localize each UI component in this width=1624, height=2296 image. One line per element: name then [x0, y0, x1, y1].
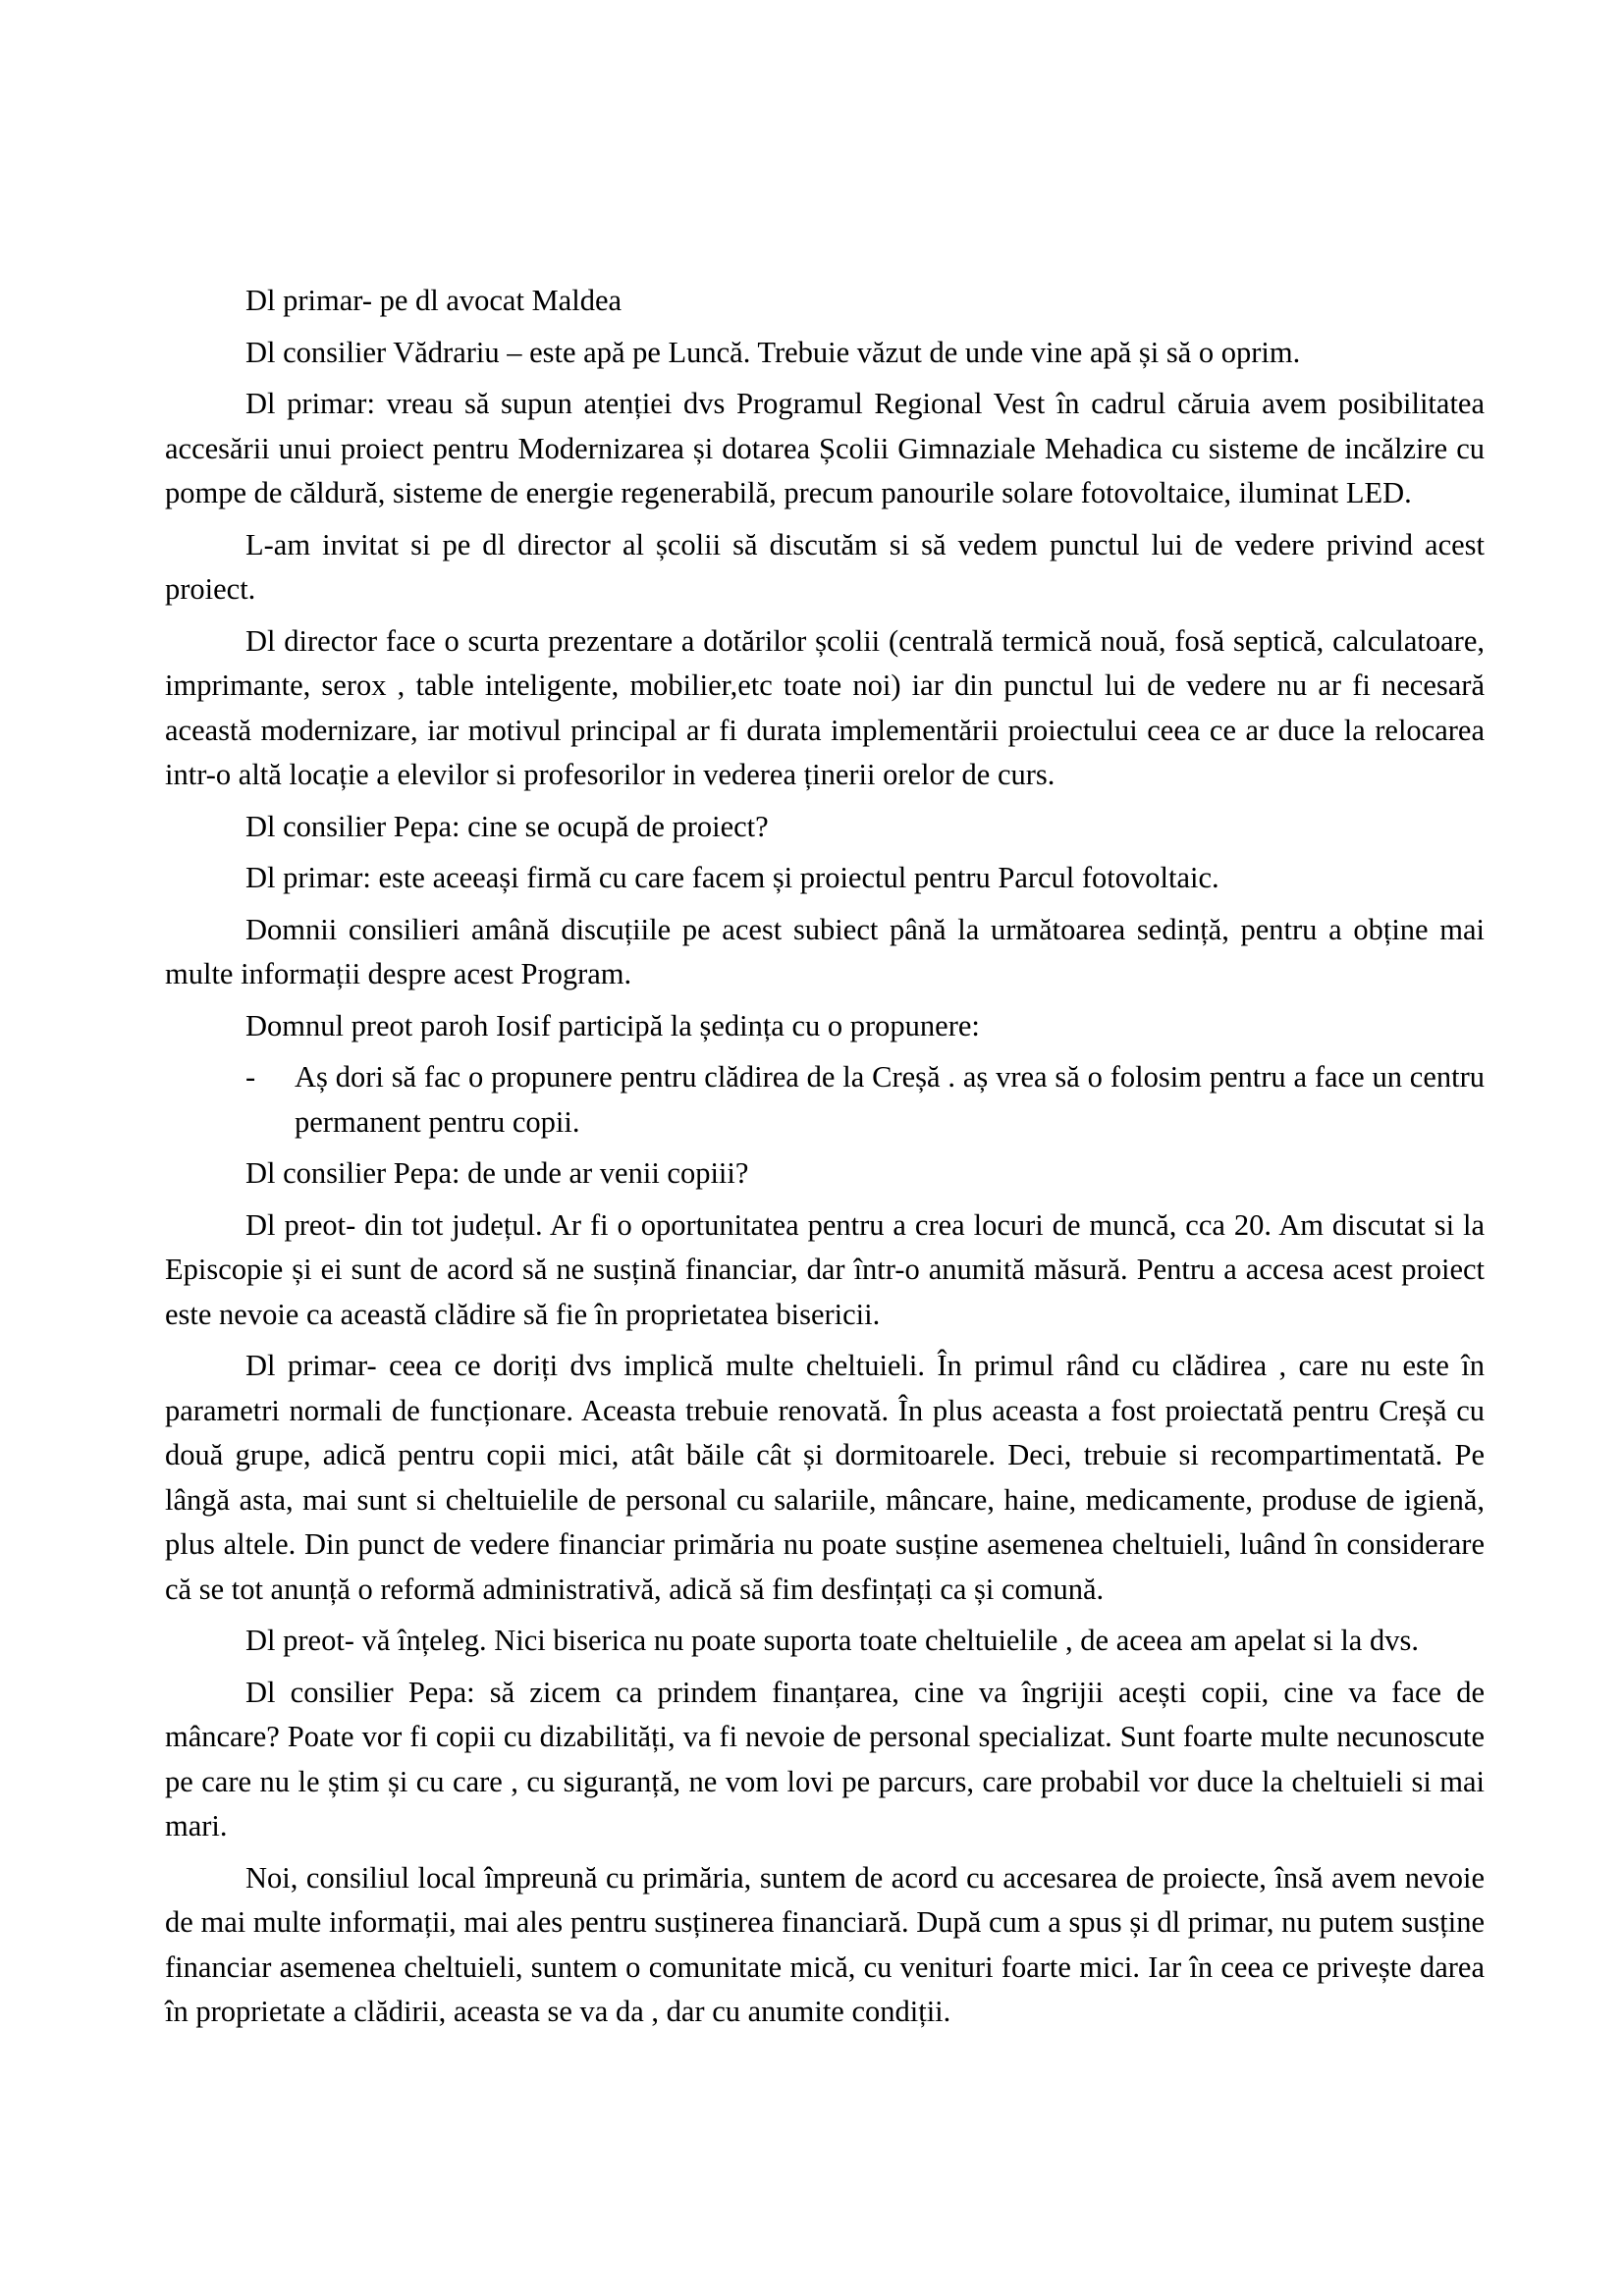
paragraph: Dl director face o scurta prezentare a dotărilor școlii (centrală termică nouă, fosă septică, calculatoare, imprimante, serox , table inteligente, mobilier,etc toate noi) iar din punctul lui de vedere nu ar fi necesară această modernizare, iar motivul principal ar fi durata implementării proiectului ceea ce ar duce la relocarea intr-o altă locație a elevilor si profesorilor in vederea ținerii orelor de curs.: [165, 623, 1485, 791]
paragraph: Dl primar: vreau să supun atenției dvs Programul Regional Vest în cadrul căruia avem posibilitatea accesării unui proiect pentru Modernizarea și dotarea Școlii Gimnaziale Mehadica cu sisteme de incălzire cu pompe de căldură, sisteme de energie regenerabilă, precum panourile solare fotovoltaice, iluminat LED.: [165, 387, 1485, 509]
paragraph: Dl consilier Vădrariu – este apă pe Luncă. Trebuie văzut de unde vine apă și să o oprim.: [245, 335, 1301, 369]
paragraph: Domnul preot paroh Iosif participă la ședința cu o propunere:: [245, 1008, 980, 1042]
bullet-text: Aș dori să fac o propunere pentru clădirea de la Creșă . aș vrea să o folosim pentru a face un centru permanent pentru copii.: [295, 1060, 1485, 1139]
paragraph: Dl primar- pe dl avocat Maldea: [245, 284, 623, 317]
paragraph: Dl consilier Pepa: cine se ocupă de proiect?: [245, 809, 769, 843]
paragraph: Dl primar: este aceeași firmă cu care facem și proiectul pentru Parcul fotovoltaic.: [245, 861, 1219, 894]
document-page: [165, 279, 1485, 2042]
paragraph: Dl consilier Pepa: de unde ar venii copiii?: [245, 1156, 749, 1190]
bullet-list-item: [165, 1055, 1485, 1145]
paragraph: Dl preot- din tot județul. Ar fi o oportunitatea pentru a crea locuri de muncă, cca 20. Am discutat si la Episcopie și ei sunt de acord să ne susțină financiar, dar într-o anumită măsură. Pentru a accesa acest proiect este nevoie ca această clădire să fie în proprietatea bisericii.: [165, 1207, 1485, 1331]
paragraph: Domnii consilieri amână discuțiile pe acest subiect până la următoarea sedință, pentru a obține mai multe informații despre acest Program.: [165, 912, 1485, 990]
paragraph: Noi, consiliul local împreună cu primăria, suntem de acord cu accesarea de proiecte, însă avem nevoie de mai multe informații, mai ales pentru susținerea financiară. După cum a spus și dl primar, nu putem susține financiar asemenea cheltuieli, suntem o comunitate mică, cu venituri foarte mici. Iar în ceea ce privește darea în proprietate a clădirii, aceasta se va da , dar cu anumite condiții.: [165, 1860, 1485, 2028]
bullet-marker: -: [245, 1060, 256, 1094]
paragraph: L-am invitat si pe dl director al școlii să discutăm si să vedem punctul lui de vedere privind acest proiect.: [165, 527, 1485, 606]
paragraph: Dl consilier Pepa: să zicem ca prindem finanțarea, cine va îngrijii acești copii, cine va face de mâncare? Poate vor fi copii cu dizabilități, va fi nevoie de personal specializat. Sunt foarte multe necunoscute pe care nu le știm și cu care , cu siguranță, ne vom lovi pe parcurs, care probabil vor duce la cheltuieli si mai mari.: [165, 1675, 1485, 1842]
paragraph: Dl preot- vă înțeleg. Nici biserica nu poate suporta toate cheltuielile , de aceea am apelat si la dvs.: [245, 1624, 1419, 1657]
paragraph: Dl primar- ceea ce doriți dvs implică multe cheltuieli. În primul rând cu clădirea , care nu este în parametri normali de funcționare. Aceasta trebuie renovată. În plus aceasta a fost proiectată pentru Creșă cu două grupe, adică pentru copii mici, atât băile cât și dormitoarele. Deci, trebuie si recompartimentată. Pe lângă asta, mai sunt si cheltuielile de personal cu salariile, mâncare, haine, medicamente, produse de igienă, plus altele. Din punct de vedere financiar primăria nu poate susține asemenea cheltuieli, luând în considerare că se tot anunță o reformă administrativă, adică să fim desfințați ca și comună.: [165, 1349, 1485, 1606]
